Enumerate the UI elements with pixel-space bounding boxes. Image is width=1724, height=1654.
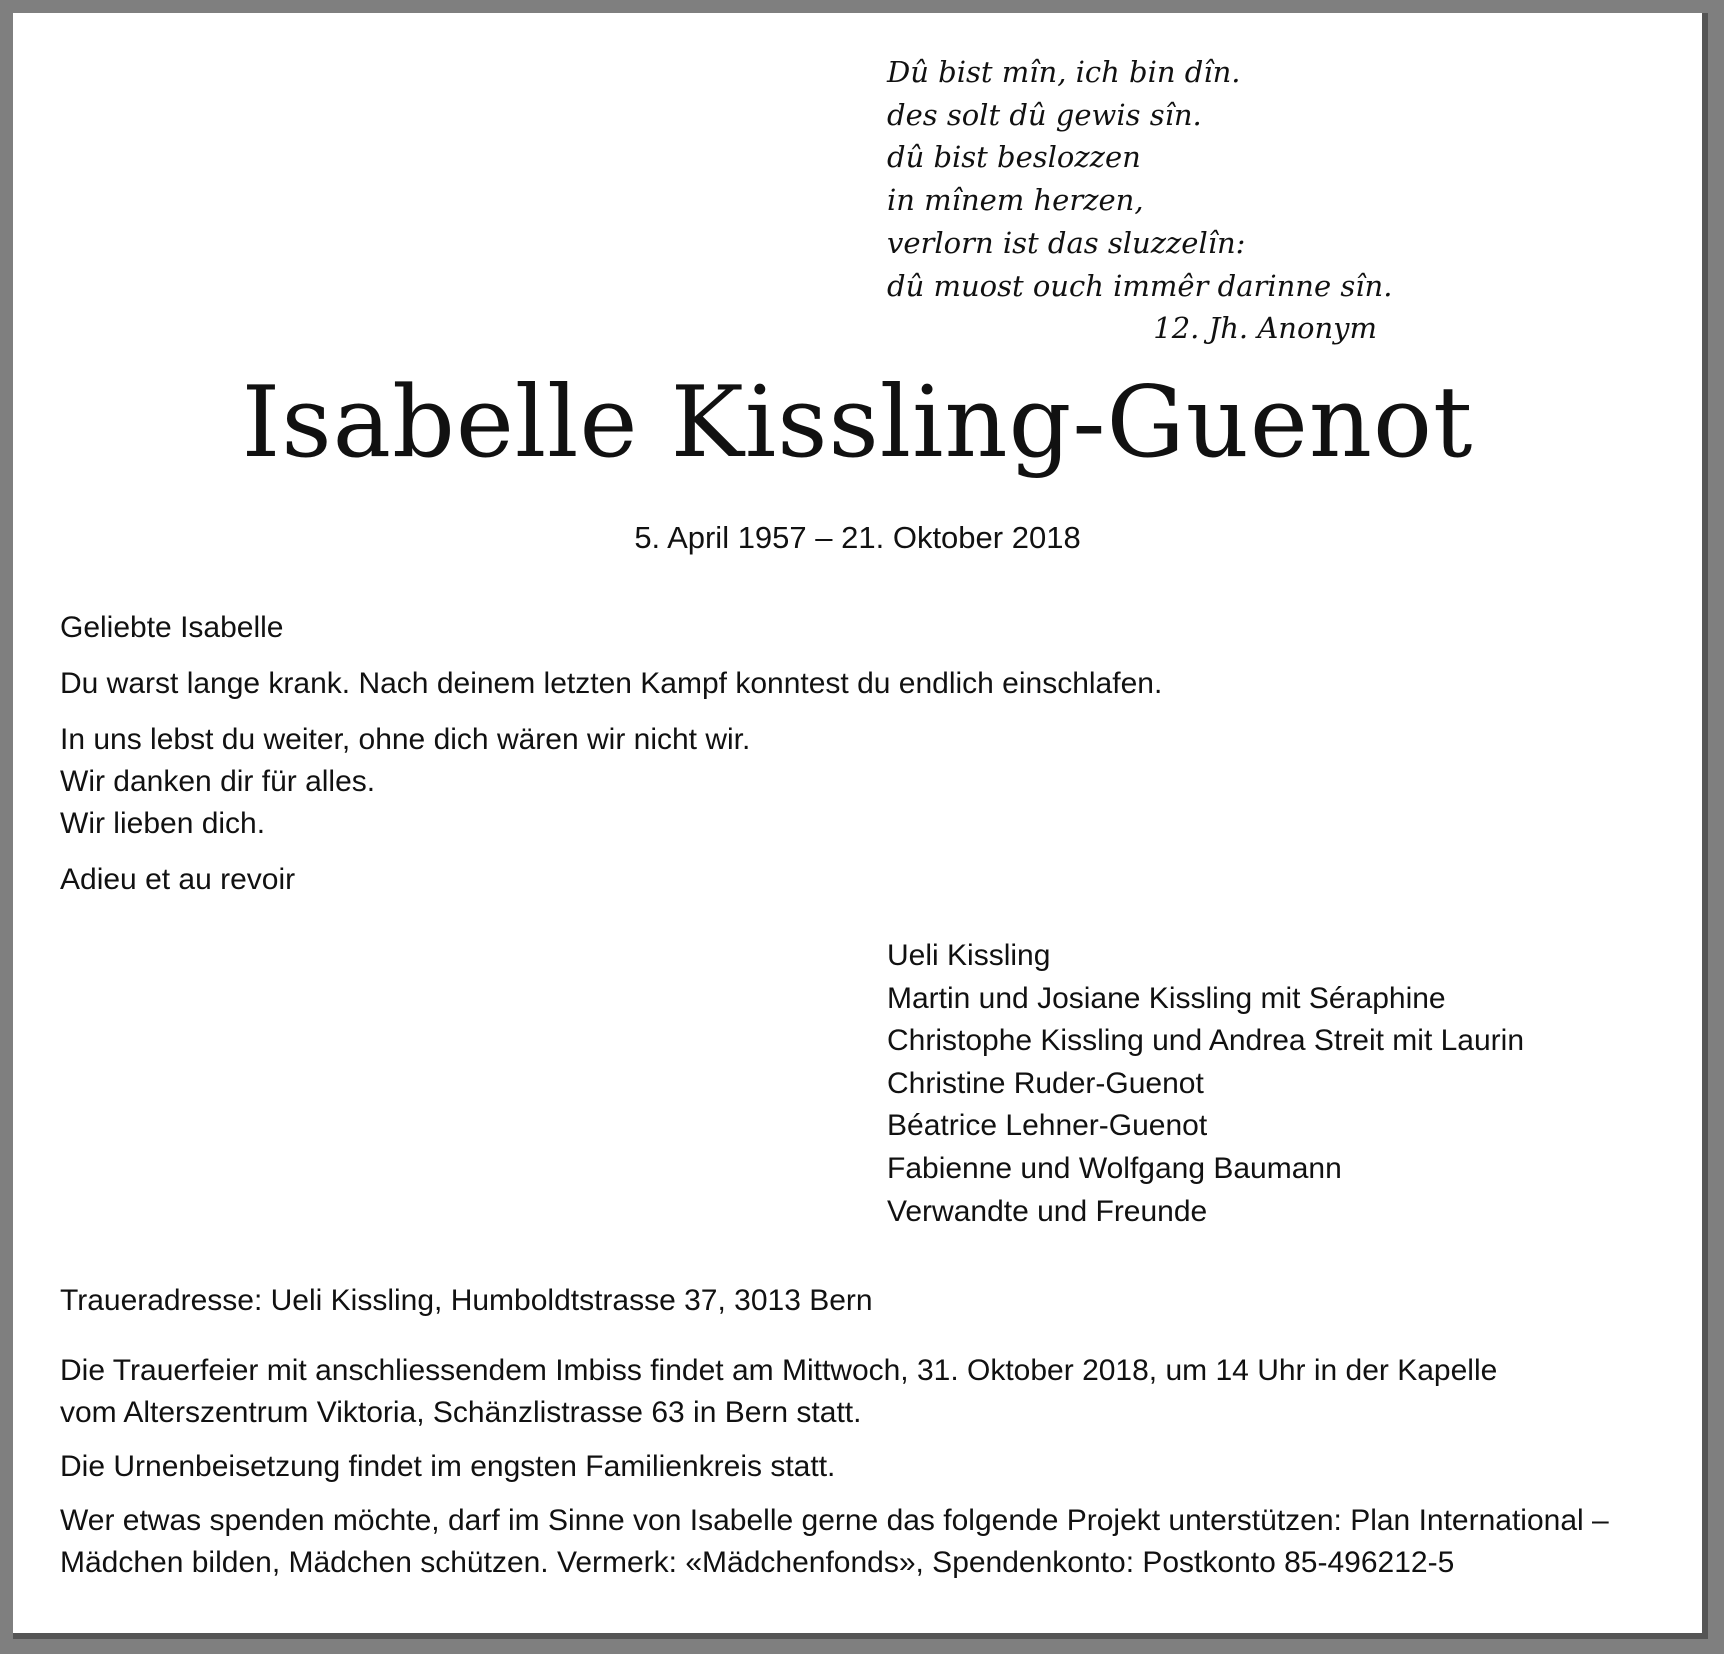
mourners-list [887,935,1524,1233]
message-closing: Adieu et au revoir [60,863,296,896]
poem-line: dû muost ouch immêr darinne sîn. [887,268,1393,303]
poem-line: dû bist beslozzen [887,140,1141,175]
message-paragraph [60,719,1162,845]
mourner-name: Verwandte und Freunde [887,1194,1208,1228]
mourner-name: Martin und Josiane Kissling mit Séraphine [887,981,1446,1015]
ceremony-info [60,1350,1660,1434]
mourner-name: Fabienne und Wolfgang Baumann [887,1151,1342,1185]
poem [887,51,1393,350]
urn-info: Die Urnenbeisetzung findet im engsten Familienkreis statt. [60,1450,836,1483]
message-paragraph: Du warst lange krank. Nach deinem letzten Kampf konntest du endlich einschlafen. [60,667,1163,700]
donation-line: Wer etwas spenden möchte, darf im Sinne von Isabelle gerne das folgende Projekt unterstützen: Plan International – [60,1504,1609,1537]
mourner-name: Béatrice Lehner-Guenot [887,1109,1208,1143]
personal-message [60,607,1162,915]
mourner-name: Christine Ruder-Guenot [887,1066,1204,1100]
donation-line: Mädchen bilden, Mädchen schützen. Vermerk: «Mädchenfonds», Spendenkonto: Postkonto 85-496212-5 [60,1546,1455,1579]
message-line: Wir lieben dich. [60,807,266,840]
message-greeting: Geliebte Isabelle [60,611,284,644]
poem-line: in mînem herzen, [887,183,1144,218]
poem-line: verlorn ist das sluzzelîn: [887,225,1246,260]
poem-line: Dû bist mîn, ich bin dîn. [887,55,1241,89]
poem-attribution: 12. Jh. Anonym [1153,311,1377,346]
donation-info [60,1500,1660,1584]
obituary-page [13,13,1708,1639]
poem-line: des solt dû gewis sîn. [887,97,1202,132]
mourning-address: Traueradresse: Ueli Kissling, Humboldtstrasse 37, 3013 Bern [60,1284,873,1317]
message-line: Wir danken dir für alles. [60,765,376,798]
mourner-name: Ueli Kissling [887,939,1051,972]
message-line: In uns lebst du weiter, ohne dich wären wir nicht wir. [60,723,751,756]
deceased-name: Isabelle Kissling-Guenot [241,366,1474,480]
ceremony-line: vom Alterszentrum Viktoria, Schänzlistrasse 63 in Bern statt. [60,1396,862,1429]
mourner-name: Christophe Kissling und Andrea Streit mit Laurin [887,1024,1525,1058]
footer-info [60,1280,1660,1596]
life-dates: 5. April 1957 – 21. Oktober 2018 [634,520,1081,555]
ceremony-line: Die Trauerfeier mit anschliessendem Imbiss findet am Mittwoch, 31. Oktober 2018, um 14 Uhr in der Kapelle [60,1354,1498,1387]
